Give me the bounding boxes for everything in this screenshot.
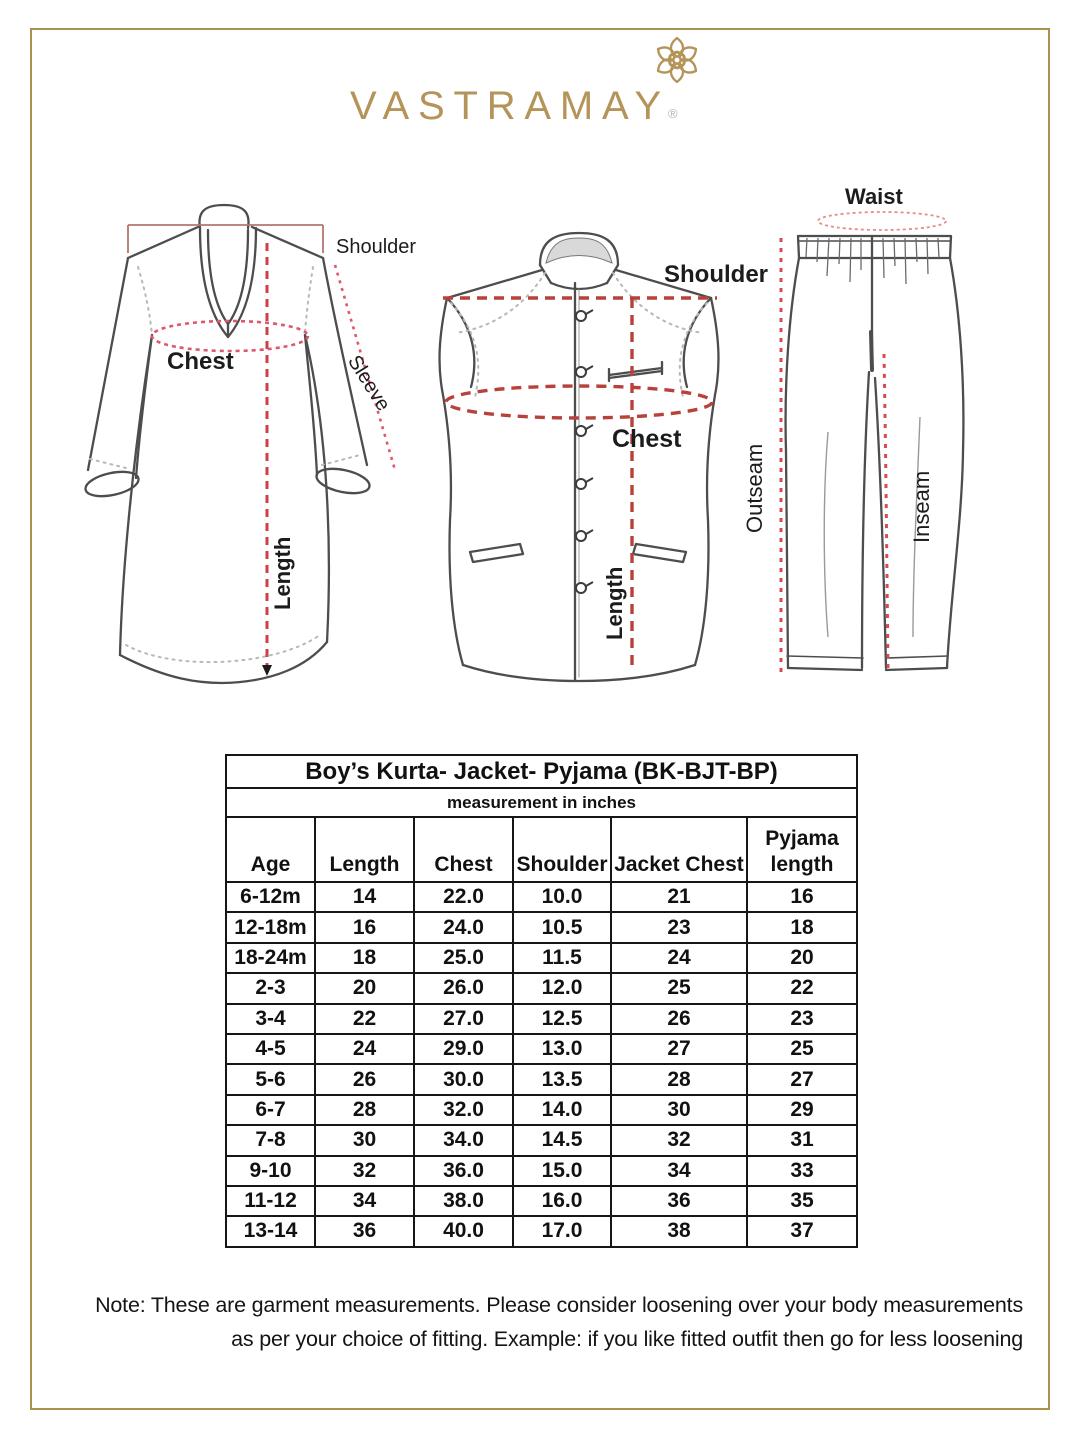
table-cell: 32: [611, 1125, 747, 1155]
table-cell: 31: [747, 1125, 857, 1155]
table-cell: 26: [315, 1064, 414, 1094]
table-cell: 16: [747, 882, 857, 912]
size-table: [225, 754, 858, 1248]
brand-name: VASTRAMAY: [350, 84, 670, 128]
table-cell: 22: [315, 1004, 414, 1034]
table-cell: 20: [315, 973, 414, 1003]
table-row: [226, 882, 857, 912]
pyjama-outseam-label: Outseam: [742, 443, 767, 533]
table-cell: 22: [747, 973, 857, 1003]
table-cell: 13-14: [226, 1216, 315, 1246]
table-cell: 25: [747, 1034, 857, 1064]
column-header-length: Length: [315, 817, 414, 882]
table-cell: 18: [747, 912, 857, 942]
table-cell: 40.0: [414, 1216, 513, 1246]
table-cell: 21: [611, 882, 747, 912]
jacket-shoulder-label: Shoulder: [664, 261, 769, 288]
table-cell: 11-12: [226, 1186, 315, 1216]
table-cell: 10.0: [513, 882, 611, 912]
kurta-shoulder-label: Shoulder: [336, 236, 417, 258]
size-table-header-row: [226, 817, 857, 882]
table-cell: 34.0: [414, 1125, 513, 1155]
table-cell: 16: [315, 912, 414, 942]
table-row: [226, 912, 857, 942]
table-cell: 23: [611, 912, 747, 942]
size-table-subtitle-row: [226, 788, 857, 817]
measurement-note-line2: as per your choice of fitting. Example: if you like fitted outfit then go for less loosening: [231, 1327, 1023, 1351]
table-cell: 28: [611, 1064, 747, 1094]
kurta-diagram: [60, 183, 420, 698]
kurta-length-label: Length: [270, 536, 295, 610]
table-cell: 7-8: [226, 1125, 315, 1155]
table-cell: 20: [747, 943, 857, 973]
table-row: [226, 1186, 857, 1216]
table-cell: 14.5: [513, 1125, 611, 1155]
jacket-length-label: Length: [602, 566, 627, 640]
table-cell: 29: [747, 1095, 857, 1125]
table-cell: 27: [611, 1034, 747, 1064]
table-cell: 14: [315, 882, 414, 912]
table-cell: 18-24m: [226, 943, 315, 973]
size-table-title-row: [226, 755, 857, 788]
table-cell: 30.0: [414, 1064, 513, 1094]
table-row: [226, 1125, 857, 1155]
table-row: [226, 943, 857, 973]
table-cell: 34: [611, 1156, 747, 1186]
column-header-shoulder: Shoulder: [513, 817, 611, 882]
pyjama-waist-label: Waist: [845, 184, 903, 209]
table-cell: 33: [747, 1156, 857, 1186]
column-header-pyjama-length: Pyjama length: [747, 817, 857, 882]
table-cell: 25.0: [414, 943, 513, 973]
table-row: [226, 1095, 857, 1125]
table-cell: 24: [315, 1034, 414, 1064]
table-row: [226, 1156, 857, 1186]
table-cell: 2-3: [226, 973, 315, 1003]
table-cell: 26.0: [414, 973, 513, 1003]
table-cell: 32.0: [414, 1095, 513, 1125]
jacket-diagram: [425, 225, 735, 690]
table-cell: 12.5: [513, 1004, 611, 1034]
table-cell: 32: [315, 1156, 414, 1186]
table-cell: 4-5: [226, 1034, 315, 1064]
table-cell: 30: [315, 1125, 414, 1155]
table-cell: 36: [611, 1186, 747, 1216]
table-cell: 15.0: [513, 1156, 611, 1186]
table-cell: 22.0: [414, 882, 513, 912]
table-cell: 30: [611, 1095, 747, 1125]
table-cell: 24.0: [414, 912, 513, 942]
table-cell: 28: [315, 1095, 414, 1125]
column-header-chest: Chest: [414, 817, 513, 882]
table-cell: 36: [315, 1216, 414, 1246]
table-cell: 18: [315, 943, 414, 973]
table-cell: 24: [611, 943, 747, 973]
measurement-note-line1: Note: These are garment measurements. Please consider loosening over your body measurements: [95, 1293, 1023, 1317]
table-cell: 23: [747, 1004, 857, 1034]
table-cell: 6-7: [226, 1095, 315, 1125]
table-cell: 38.0: [414, 1186, 513, 1216]
table-cell: 6-12m: [226, 882, 315, 912]
table-cell: 38: [611, 1216, 747, 1246]
column-header-jacket-chest: Jacket Chest: [611, 817, 747, 882]
table-cell: 13.5: [513, 1064, 611, 1094]
table-cell: 12-18m: [226, 912, 315, 942]
table-cell: 37: [747, 1216, 857, 1246]
table-cell: 13.0: [513, 1034, 611, 1064]
table-cell: 9-10: [226, 1156, 315, 1186]
table-row: [226, 1064, 857, 1094]
table-cell: 25: [611, 973, 747, 1003]
table-cell: 12.0: [513, 973, 611, 1003]
table-cell: 5-6: [226, 1064, 315, 1094]
pyjama-diagram: [735, 182, 985, 697]
table-cell: 29.0: [414, 1034, 513, 1064]
pyjama-inseam-label: Inseam: [909, 470, 934, 543]
table-cell: 34: [315, 1186, 414, 1216]
table-cell: 27: [747, 1064, 857, 1094]
table-cell: 36.0: [414, 1156, 513, 1186]
table-row: [226, 1216, 857, 1246]
registered-trademark: ®: [668, 106, 678, 121]
table-cell: 10.5: [513, 912, 611, 942]
measurement-note: [50, 1288, 1023, 1356]
table-cell: 17.0: [513, 1216, 611, 1246]
table-cell: 27.0: [414, 1004, 513, 1034]
table-row: [226, 973, 857, 1003]
jacket-chest-label: Chest: [612, 425, 682, 453]
kurta-chest-label: Chest: [167, 348, 234, 375]
kurta-sleeve-label: Sleeve: [343, 351, 395, 415]
table-cell: 16.0: [513, 1186, 611, 1216]
table-cell: 3-4: [226, 1004, 315, 1034]
table-row: [226, 1004, 857, 1034]
table-cell: 11.5: [513, 943, 611, 973]
size-table-title: Boy’s Kurta- Jacket- Pyjama (BK-BJT-BP): [226, 755, 857, 788]
table-row: [226, 1034, 857, 1064]
table-cell: 35: [747, 1186, 857, 1216]
size-table-subtitle: measurement in inches: [226, 788, 857, 817]
table-cell: 14.0: [513, 1095, 611, 1125]
column-header-age: Age: [226, 817, 315, 882]
table-cell: 26: [611, 1004, 747, 1034]
